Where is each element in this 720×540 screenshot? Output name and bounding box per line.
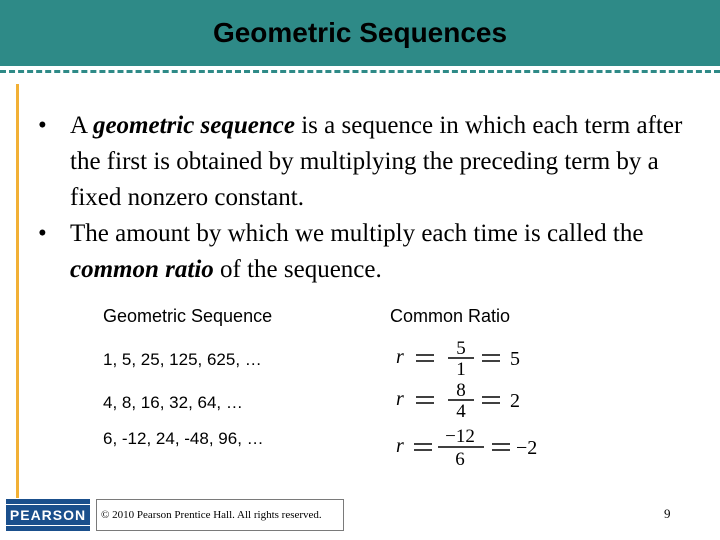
sequence-row-2: 4, 8, 16, 32, 64, …	[103, 393, 243, 412]
ratio-formula-1	[392, 338, 542, 376]
page-number: 9	[664, 506, 671, 521]
ratio-var: r	[396, 388, 404, 410]
left-accent-rule	[16, 84, 19, 498]
title-divider	[0, 70, 720, 73]
ratio-formula-3	[392, 425, 562, 469]
ratio-denominator: 6	[455, 449, 465, 469]
bullet-item	[38, 108, 688, 216]
header-common-ratio: Common Ratio	[390, 306, 511, 326]
bullet-dot: •	[38, 220, 47, 247]
bullet-dot: •	[38, 112, 47, 139]
copyright-notice: © 2010 Pearson Prentice Hall. All rights reserved.	[96, 499, 344, 531]
ratio-numerator: 5	[456, 338, 466, 359]
bullet-text: of the sequence.	[213, 256, 382, 283]
bullet-text: is a sequence in which each term after the first is obtained by multiplying the preceding term by a fixed nonzero constant.	[70, 112, 683, 211]
ratio-numerator: −12	[445, 426, 475, 447]
bullet-list	[38, 108, 688, 288]
slide-title: Geometric Sequences	[212, 17, 508, 48]
sequence-row-1: 1, 5, 25, 125, 625, …	[103, 350, 262, 369]
sequence-row-3: 6, -12, 24, -48, 96, …	[103, 429, 264, 448]
bullet-item	[38, 216, 688, 288]
ratio-numerator: 8	[456, 380, 466, 401]
ratio-var: r	[396, 435, 404, 457]
ratio-result: 2	[510, 390, 520, 412]
ratio-result: 5	[510, 348, 520, 370]
logo-text: PEARSON	[3, 504, 93, 526]
ratio-denominator: 1	[456, 359, 466, 376]
ratio-denominator: 4	[456, 401, 466, 420]
ratio-var: r	[396, 346, 404, 368]
term-common-ratio: common ratio	[70, 256, 214, 283]
bullet-text: The amount by which we multiply each time is called the	[70, 220, 644, 247]
bullet-text: A	[70, 112, 93, 139]
pearson-logo	[6, 499, 90, 531]
ratio-result: −2	[516, 437, 538, 459]
term-geometric-sequence: geometric sequence	[92, 112, 295, 139]
ratio-formula-2	[392, 380, 542, 420]
header-geometric-sequence: Geometric Sequence	[103, 306, 273, 326]
